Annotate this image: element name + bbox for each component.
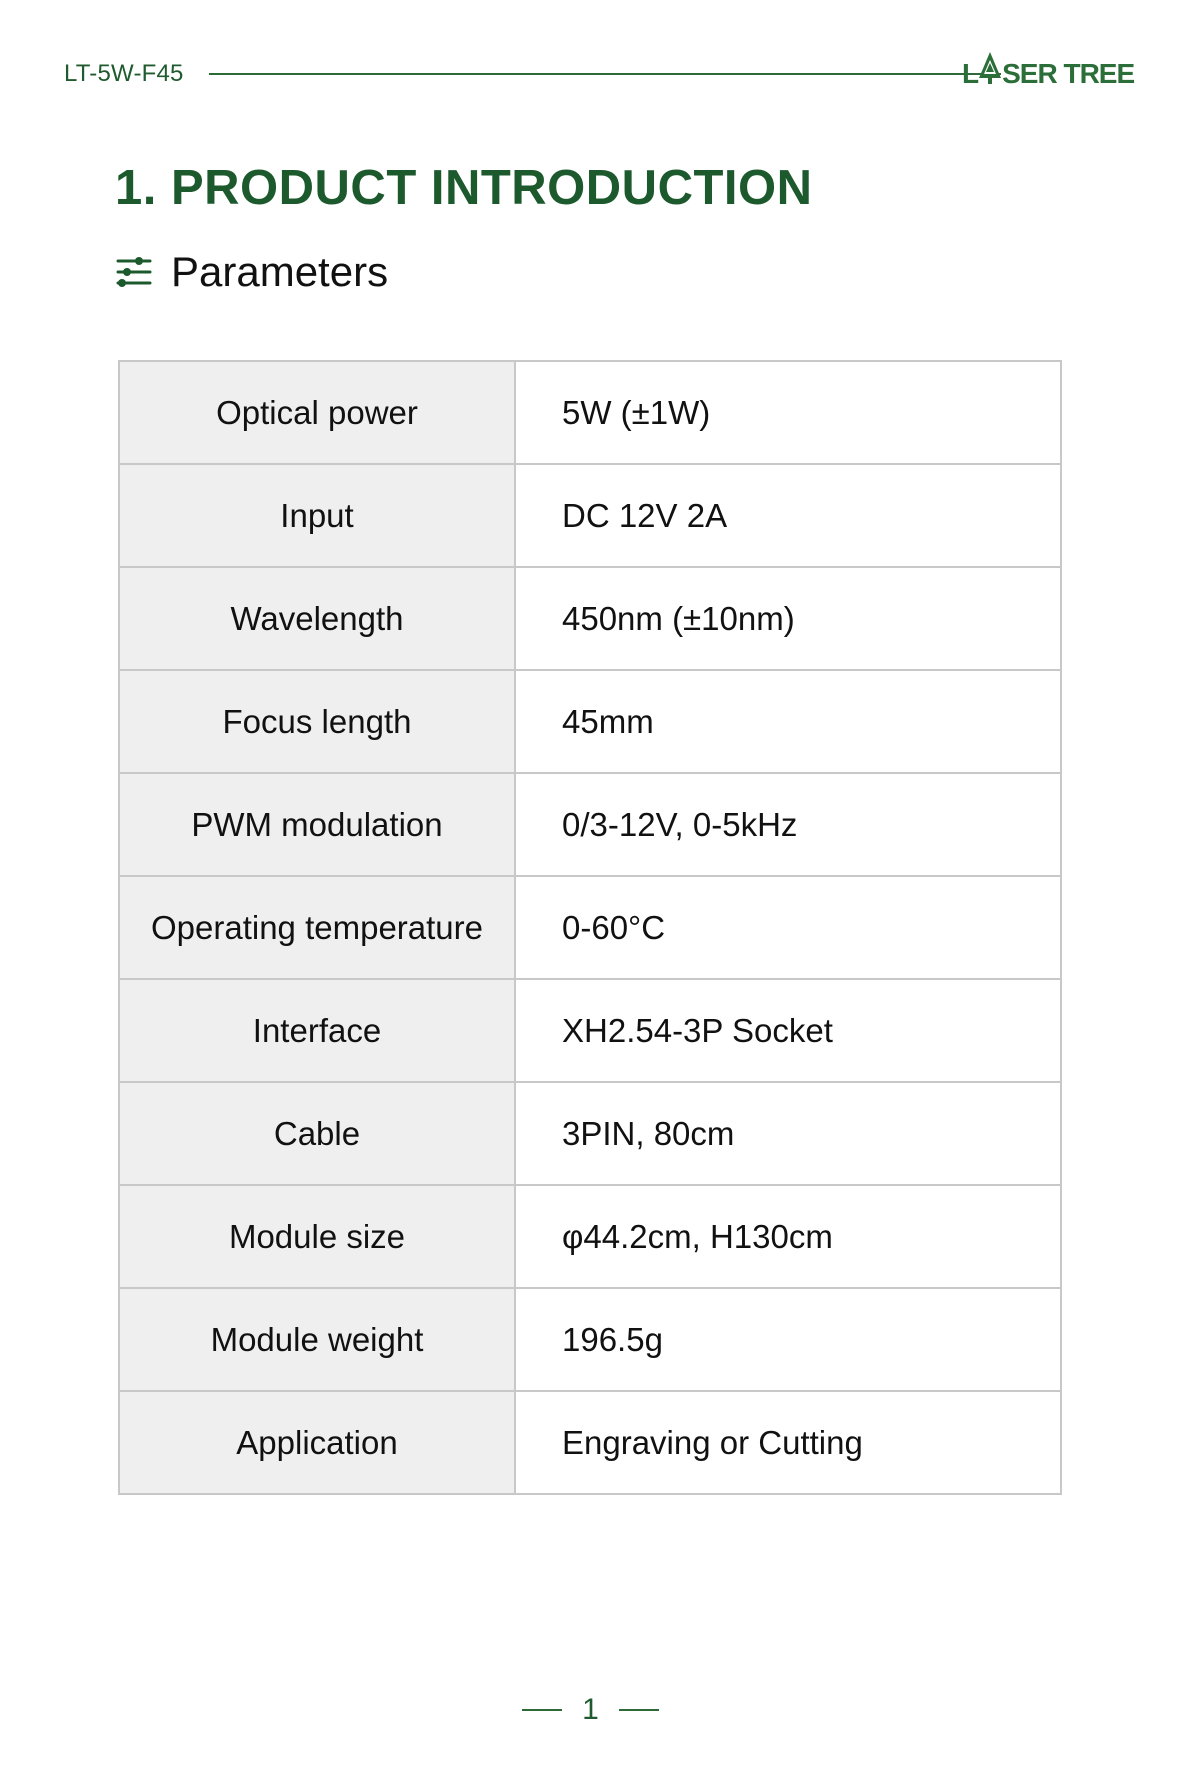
table-row	[119, 361, 1061, 464]
param-key: Optical power	[119, 361, 515, 464]
table-row	[119, 773, 1061, 876]
logo-text-left: L	[962, 58, 979, 89]
param-value: 3PIN, 80cm	[515, 1082, 1061, 1185]
table-row	[119, 464, 1061, 567]
table-row	[119, 979, 1061, 1082]
param-value: XH2.54-3P Socket	[515, 979, 1061, 1082]
param-key: Application	[119, 1391, 515, 1494]
table-row	[119, 670, 1061, 773]
footer-dash-right	[619, 1709, 659, 1711]
param-key: Module weight	[119, 1288, 515, 1391]
table-row	[119, 567, 1061, 670]
param-key: Focus length	[119, 670, 515, 773]
logo-text-right: SER TREE	[1002, 58, 1135, 89]
page-header	[64, 56, 1135, 92]
section-title: 1. PRODUCT INTRODUCTION	[115, 161, 813, 215]
param-value: 45mm	[515, 670, 1061, 773]
page-footer	[0, 1690, 1181, 1730]
param-key: Module size	[119, 1185, 515, 1288]
param-value: φ44.2cm, H130cm	[515, 1185, 1061, 1288]
param-key: Wavelength	[119, 567, 515, 670]
param-value: Engraving or Cutting	[515, 1391, 1061, 1494]
parameters-table	[118, 360, 1062, 1495]
tree-logo-icon	[979, 56, 1001, 86]
table-row	[119, 1391, 1061, 1494]
page-number: 1	[582, 1693, 599, 1726]
param-key: Interface	[119, 979, 515, 1082]
model-code: LT-5W-F45	[64, 60, 184, 87]
param-value: DC 12V 2A	[515, 464, 1061, 567]
parameters-heading	[115, 248, 388, 296]
table-row	[119, 876, 1061, 979]
param-value: 5W (±1W)	[515, 361, 1061, 464]
sliders-icon	[115, 255, 153, 289]
header-rule	[209, 73, 1001, 75]
table-row	[119, 1185, 1061, 1288]
param-value: 0/3-12V, 0-5kHz	[515, 773, 1061, 876]
param-value: 0-60°C	[515, 876, 1061, 979]
param-key: PWM modulation	[119, 773, 515, 876]
param-key: Input	[119, 464, 515, 567]
param-value: 450nm (±10nm)	[515, 567, 1061, 670]
param-key: Cable	[119, 1082, 515, 1185]
subsection-label: Parameters	[171, 248, 389, 295]
table-row	[119, 1288, 1061, 1391]
footer-dash-left	[522, 1709, 562, 1711]
param-key: Operating temperature	[119, 876, 515, 979]
table-row	[119, 1082, 1061, 1185]
laser-tree-logo	[962, 56, 1135, 92]
param-value: 196.5g	[515, 1288, 1061, 1391]
